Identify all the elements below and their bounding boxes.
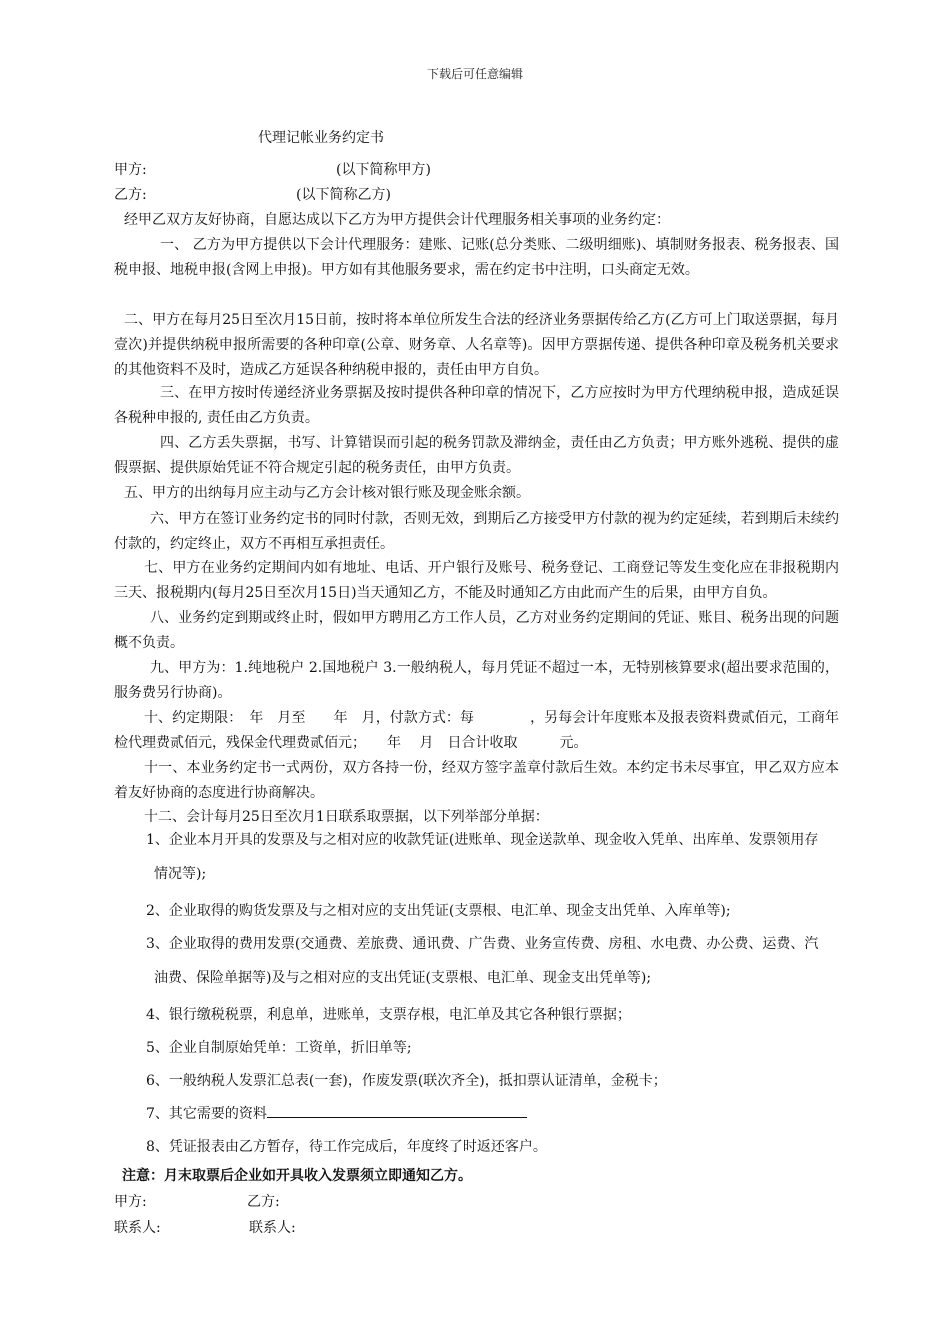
clause-3: 三、在甲方按时传递经济业务票据及按时提供各种印章的情况下，乙方应按时为甲方代理纳税申报，造成延误各税种申报的, 责任由乙方负责。 <box>114 385 839 426</box>
clause-5: 五、甲方的出纳每月应主动与乙方会计核对银行账及现金账余额。 <box>124 485 530 501</box>
fill-in-blank-line <box>267 1103 527 1118</box>
list-item-text: 3、企业取得的费用发票(交通费、差旅费、通讯费、广告费、业务宣传费、房租、水电费、办公费、运费、汽 <box>146 936 819 952</box>
document-title: 代理记帐业务约定书 <box>258 130 384 146</box>
party-a-note: (以下简称甲方) <box>336 162 431 178</box>
party-b-label: 乙方: <box>114 187 147 203</box>
clause-7: 七、甲方在业务约定期间内如有地址、电话、开户银行及账号、税务登记、工商登记等发生变化应在非报税期内三天、报税期内(每月25日至次月15日)当天通知乙方，不能及时通知乙方由此而产生的后果，由甲方自负。 <box>114 560 839 601</box>
clause-9: 九、甲方为：1.纯地税户 2.国地税户 3.一般纳税人，每月凭证不超过一本，无特别核算要求(超出要求范围的，服务费另行协商)。 <box>114 660 839 701</box>
contact-party-b: 联系人: <box>249 1220 296 1236</box>
notice-text: 注意：月末取票后企业如开具收入发票须立即通知乙方。 <box>122 1168 472 1184</box>
list-item-text: 7、其它需要的资料 <box>146 1106 267 1122</box>
list-item-continuation: 油费、保险单据等)及与之相对应的支出凭证(支票根、电汇单、现金支出凭单等); <box>154 970 652 986</box>
contact-party-a: 联系人: <box>114 1220 161 1236</box>
list-item: 5、企业自制原始凭单：工资单，折旧单等; <box>146 1040 412 1056</box>
clause-4: 四、乙方丢失票据，书写、计算错误而引起的税务罚款及滞纳金，责任由乙方负责；甲方账外逃税、提供的虚假票据、提供原始凭证不符合规定引起的税务责任，由甲方负责。 <box>114 435 839 476</box>
list-item-text: 1、企业本月开具的发票及与之相对应的收款凭证(进账单、现金送款单、现金收入凭单、出库单、发票领用存 <box>146 832 819 848</box>
clause-2: 二、甲方在每月25日至次月15日前，按时将本单位所发生合法的经济业务票据传给乙方(乙方可上门取送票据，每月壹次)并提供纳税申报所需要的各种印章(公章、财务章、人名章等)。因甲方票据传递、提供各种印章及税务机关要求的其他资料不及时，造成乙方延误各种纳税申报的，责任由甲方自负。 <box>114 312 839 378</box>
signature-party-b: 乙方: <box>247 1194 280 1210</box>
list-item-continuation: 情况等); <box>154 866 207 882</box>
clause-12: 十二、会计每月25日至次月1日联系取票据，以下列举部分单据： <box>144 809 549 825</box>
intro-paragraph: 经甲乙双方友好协商，自愿达成以下乙方为甲方提供会计代理服务相关事项的业务约定： <box>124 212 670 228</box>
list-item: 6、一般纳税人发票汇总表(一套)，作废发票(联次齐全)，抵扣票认证清单，金税卡； <box>146 1073 667 1089</box>
list-item: 4、银行缴税税票，利息单，进账单，支票存根，电汇单及其它各种银行票据； <box>146 1007 631 1023</box>
list-item <box>146 823 842 891</box>
clause-10: 十、约定期限： 年 月至 年 月，付款方式：每 ，另每会计年度账本及报表资料费贰佰元，工商年检代理费贰佰元，残保金代理费贰佰元； 年 月 日合计收取 元。 <box>114 710 839 751</box>
clause-11: 十一、本业务约定书一式两份，双方各持一份，经双方签字盖章付款后生效。本约定书未尽事宜，甲乙双方应本着友好协商的态度进行协商解决。 <box>114 760 839 801</box>
page-header: 下载后可任意编辑 <box>426 67 523 81</box>
party-b-note: (以下简称乙方) <box>296 187 391 203</box>
list-item <box>146 1097 842 1131</box>
list-item: 8、凭证报表由乙方暂存，待工作完成后，年度终了时返还客户。 <box>146 1139 547 1155</box>
signature-party-a: 甲方: <box>114 1194 147 1210</box>
clause-8: 八、业务约定到期或终止时，假如甲方聘用乙方工作人员，乙方对业务约定期间的凭证、账目、税务出现的问题概不负责。 <box>114 610 839 651</box>
list-item <box>146 927 842 995</box>
clause-6: 六、甲方在签订业务约定书的同时付款，否则无效，到期后乙方接受甲方付款的视为约定延续，若到期后未续约付款的，约定终止，双方不再相互承担责任。 <box>114 511 839 552</box>
list-item: 2、企业取得的购货发票及与之相对应的支出凭证(支票根、电汇单、现金支出凭单、入库单等); <box>146 903 731 919</box>
party-a-label: 甲方: <box>114 162 147 178</box>
clause-1: 一、 乙方为甲方提供以下会计代理服务：建账、记账(总分类账、二级明细账)、填制财务报表、税务报表、国税申报、地税申报(含网上申报)。甲方如有其他服务要求，需在约定书中注明，口头商定无效。 <box>114 237 839 278</box>
